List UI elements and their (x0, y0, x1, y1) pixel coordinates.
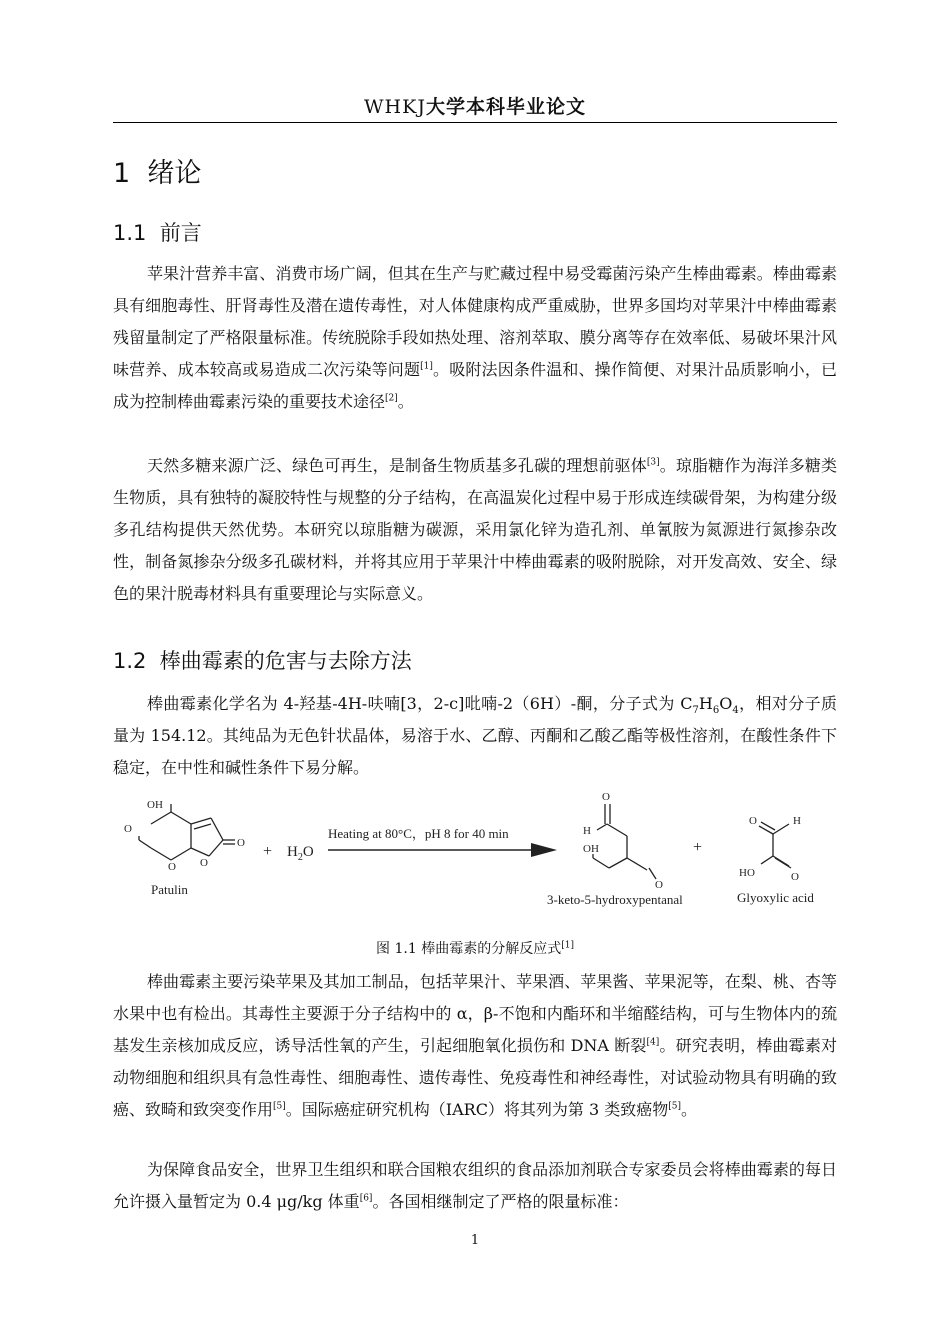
text-run: 棒曲霉素化学名为 4-羟基-4H-呋喃[3，2-c]吡喃-2（6H）-酮，分子式为 C (147, 694, 693, 713)
chapter-title: 绪论 (147, 158, 202, 189)
subscript: 6 (712, 705, 720, 717)
paragraph-patulin-chemistry (113, 688, 837, 784)
label-product-keto: 3-keto-5-hydroxypentanal (547, 892, 683, 907)
label-oh: OH (147, 799, 163, 811)
citation[interactable]: [3] (646, 457, 660, 468)
text-run: 。 (397, 392, 414, 411)
text-run: 。 (681, 1100, 698, 1119)
section-number: 1.1 (113, 221, 147, 245)
patulin-structure (139, 804, 235, 860)
reaction-scheme (113, 784, 837, 934)
text-run: 。各国相继制定了严格的限量标准： (372, 1192, 629, 1211)
subscript: 7 (692, 705, 699, 717)
text-run: 苹果汁营养丰富、消费市场广阔，但其在生产与贮藏过程中易受霉菌污染产生棒曲霉素。棒曲霉素具有细胞毒性、肝肾毒性及潜在遗传毒性，对人体健康构成严重威胁，世界多国均对苹果汁中棒曲霉素残留量制定了严格限量标准。传统脱除手段如热处理、溶剂萃取、膜分离等存在效率低、易破坏果汁风味营养、成本较高或易造成二次污染等问题 (113, 264, 837, 379)
aldehyde-oxygen-label: O (602, 791, 610, 803)
running-header (113, 94, 837, 123)
section-heading-1-1 (113, 218, 202, 248)
chapter-heading (113, 156, 201, 192)
label-patulin: Patulin (151, 882, 188, 897)
paragraph-intro-1 (113, 258, 837, 418)
hydroxyl-label: OH (583, 843, 599, 855)
text-run: 。研究表明，棒曲霉素对动物细胞和组织具有急性毒性、细胞毒性、遗传毒性、免疫毒性和神经毒性，对试验动物具有明确的致癌、致畸和致突变作用 (113, 1036, 837, 1119)
reaction-scheme-figure (113, 784, 837, 934)
glyoxylic-hydrogen-label: H (793, 815, 801, 827)
text-run: 天然多糖来源广泛、绿色可再生，是制备生物质基多孔碳的理想前驱体 (147, 456, 647, 475)
text-run: 为保障食品安全，世界卫生组织和联合国粮农组织的食品添加剂联合专家委员会将棒曲霉素的每日允许摄入量暂定为 0.4 μg/kg 体重 (113, 1160, 837, 1211)
citation[interactable]: [6] (359, 1193, 373, 1204)
text-run: 棒曲霉素主要污染苹果及其加工制品，包括苹果汁、苹果酒、苹果酱、苹果泥等，在梨、桃、杏等水果中也有检出。其毒性主要源于分子结构中的 α，β-不饱和内酯环和半缩醛结构，可与生物体内的巯基发生亲核加成反应，诱导活性氧的产生，引起细胞氧化损伤和 DNA 断裂 (113, 972, 837, 1055)
citation[interactable]: [5] (273, 1101, 286, 1112)
citation[interactable]: [1] (420, 361, 433, 372)
caption-text: 图 1.1 棒曲霉素的分解反应式 (376, 941, 562, 957)
text-run: 。国际癌症研究机构（IARC）将其列为第 3 类致癌物 (285, 1100, 669, 1119)
text-run: 。吸附法因条件温和、操作简便、对果汁品质影响小，已成为控制棒曲霉素污染的重要技术途径 (113, 360, 837, 411)
paragraph-patulin-toxicity (113, 966, 837, 1126)
figure-caption (113, 938, 837, 960)
paragraph-intro-2 (113, 450, 837, 610)
citation[interactable]: [1] (561, 940, 574, 951)
section-title: 棒曲霉素的危害与去除方法 (159, 649, 412, 673)
section-title: 前言 (159, 221, 202, 245)
page-number: 1 (470, 1233, 480, 1248)
text-run: O (719, 694, 733, 713)
chapter-number: 1 (113, 158, 131, 189)
text-run: 。琼脂糖作为海洋多糖类生物质，具有独特的凝胶特性与规整的分子结构，在高温炭化过程中易于形成连续碳骨架，为构建分级多孔结构提供天然优势。本研究以琼脂糖为碳源，采用氯化锌为造孔剂、单氰胺为氮源进行氮掺杂改性，制备氮掺杂分级多孔碳材料，并将其应用于苹果汁中棒曲霉素的吸附脱除，对开发高效、安全、绿色的果汁脱毒材料具有重要理论与实际意义。 (113, 456, 837, 603)
glyoxylic-oxygen-label: O (749, 815, 757, 827)
subscript: 4 (732, 705, 739, 717)
glyoxylic-carbonyl-label: O (791, 871, 799, 883)
glyoxylic-hydroxyl-label: HO (739, 867, 755, 879)
citation[interactable]: [4] (646, 1037, 660, 1048)
header-prefix: WHKJ (364, 96, 426, 118)
text-run: ，相对分子质量为 154.12。其纯品为无色针状晶体，易溶于水、乙醇、丙酮和乙酸乙酯等极性溶剂，在酸性条件下稳定，在中性和碱性条件下易分解。 (113, 694, 837, 777)
reaction-arrow (328, 843, 557, 857)
section-heading-1-2 (113, 646, 412, 676)
citation[interactable]: [2] (385, 393, 398, 404)
plus-sign: + (693, 839, 703, 856)
citation[interactable]: [5] (668, 1101, 682, 1112)
aldehyde-hydrogen-label: H (583, 825, 591, 837)
carbonyl-oxygen-label: O (237, 837, 245, 849)
ring-oxygen-label: O (200, 857, 208, 869)
ring-oxygen-label: O (124, 823, 132, 835)
ring-oxygen-label: O (168, 861, 176, 873)
glyoxylic-acid-structure (759, 822, 791, 868)
reaction-conditions: Heating at 80°C，pH 8 for 40 min (328, 826, 509, 841)
label-glyoxylic-acid: Glyoxylic acid (737, 890, 814, 905)
plus-sign: + (263, 843, 273, 860)
section-number: 1.2 (113, 649, 147, 673)
text-run: H (698, 694, 713, 713)
label-water: $H_2O$ (287, 844, 314, 863)
product-keto-structure (593, 804, 656, 879)
ketone-oxygen-label: O (655, 879, 663, 891)
header-university: 大学本科毕业论文 (425, 96, 586, 118)
paragraph-food-safety (113, 1154, 837, 1218)
